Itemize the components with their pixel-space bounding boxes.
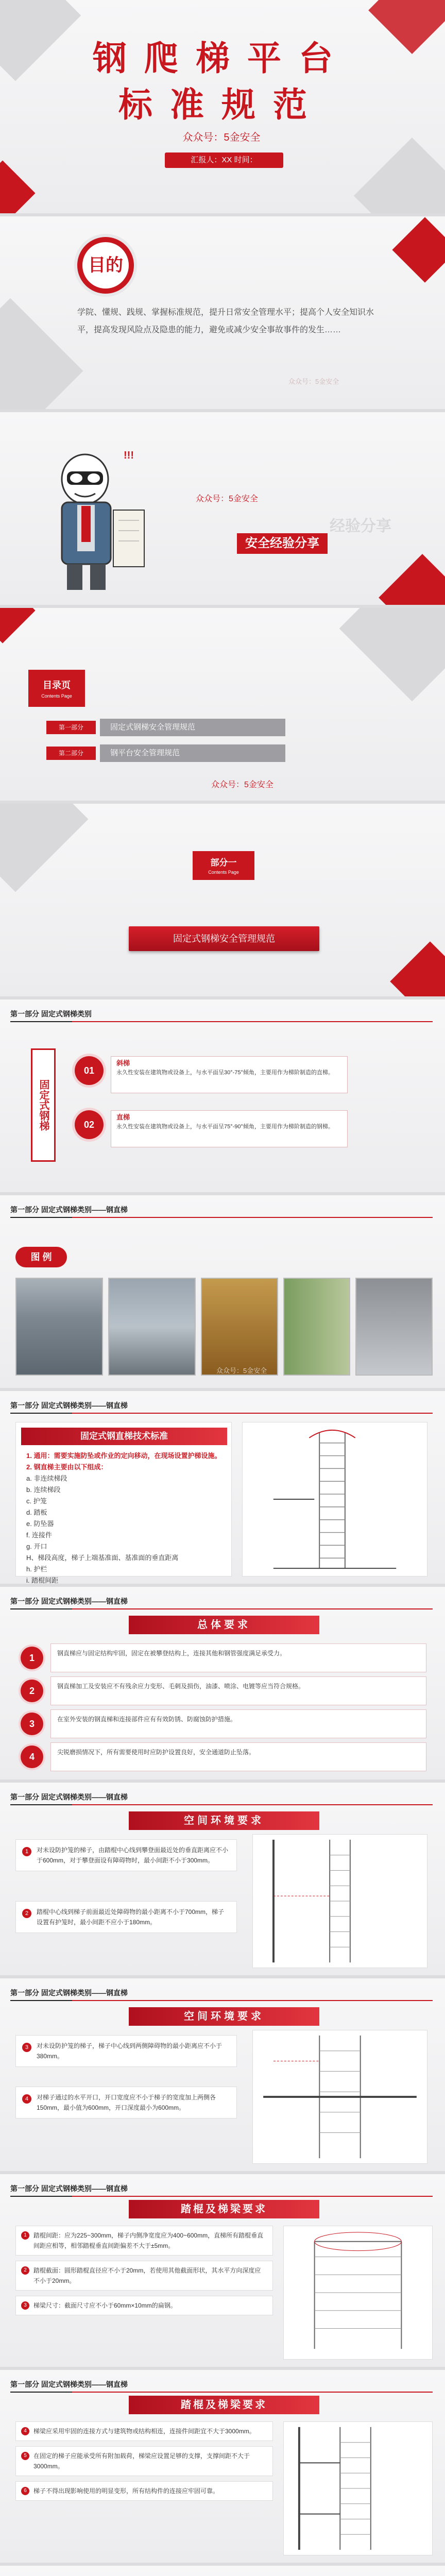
header-rule xyxy=(10,1804,433,1805)
tech-item: f. 连接件 xyxy=(26,1531,52,1539)
header-rule xyxy=(10,1608,433,1609)
card-number: 3 xyxy=(22,2043,31,2052)
rung-drawing xyxy=(283,2226,433,2360)
tech-item: e. 防坠器 xyxy=(26,1520,54,1528)
contents-title-en: Contents Page xyxy=(41,693,72,699)
tech-item: H、梯段高度，梯子上端基准面、基准面的垂直距离 xyxy=(26,1554,179,1562)
share-slide xyxy=(0,412,445,608)
req-text: 在室外安装的钢直梯和连接部件应有有效防锈、防腐蚀防护措施。 xyxy=(50,1709,426,1738)
class-item-name: 斜梯 xyxy=(116,1059,130,1067)
watermark: 众众号：5金安全 xyxy=(216,1367,267,1375)
rung-block xyxy=(15,2226,273,2256)
req-text: 钢直梯应与固定结构牢固，固定在被攀登结构上，连接其他和钢管强度满足承受力。 xyxy=(50,1643,426,1672)
tech-list xyxy=(26,1450,221,1586)
share-shadow-text: 经验分享 xyxy=(330,518,391,535)
header-rule xyxy=(10,2392,433,2393)
section-title: 空间环境要求 xyxy=(129,1811,319,1830)
decor-shape xyxy=(354,138,445,216)
block-text: 梯梁尺寸：截面尺寸应不小于60mm×10mm的扁钢。 xyxy=(33,2302,177,2309)
cage-req-slide-1 xyxy=(0,2566,445,2576)
decor-shape xyxy=(379,554,445,608)
rung-block xyxy=(15,2296,273,2315)
rung-block xyxy=(15,2421,273,2441)
block-number: 5 xyxy=(21,2452,29,2460)
block-text: 在固定的梯子应能承受所有附加载荷，梯梁应设置足够的支撑，支撑间距不大于3000mm。 xyxy=(33,2452,250,2470)
slide-header: 第一部分 固定式钢梯类别——钢直梯 xyxy=(10,1401,128,1410)
watermark: 众众号：5金安全 xyxy=(288,378,339,385)
decor-shape xyxy=(0,0,81,81)
decor-shape xyxy=(0,160,36,216)
req-number: 3 xyxy=(21,1713,43,1735)
example-photo xyxy=(201,1278,278,1376)
rung-block xyxy=(15,2481,273,2501)
decor-shape xyxy=(392,217,445,282)
tech-panel xyxy=(15,1422,232,1584)
tech-item: h. 护栏 xyxy=(26,1565,47,1573)
contents-title: 目录页 xyxy=(43,680,71,690)
decor-shape xyxy=(368,0,445,54)
rung-text-group xyxy=(15,2421,273,2506)
tech-item: 1. 通用：需要实施防坠或作业的定向移动，在现场设置护梯设施。 xyxy=(26,1452,221,1460)
req-row xyxy=(21,1742,427,1771)
section-part-en: Contents Page xyxy=(208,870,239,875)
example-photo xyxy=(355,1278,433,1376)
req-row xyxy=(21,1643,427,1672)
card-text: 对未设防护笼的梯子，由踏棍中心线到攀登面最近处的垂直距离应不小于600mm，对于攀登面设有障碍物时，最小间距不小于300mm。 xyxy=(37,1846,229,1864)
cartoon-figure xyxy=(36,448,155,598)
decor-shape xyxy=(390,941,445,999)
class-item-desc: 永久性安装在建筑物或设备上，与水平面呈75°-90°倾角，主要用作为梯阶制造的钢梯。 xyxy=(116,1124,334,1130)
class-item-number: 02 xyxy=(75,1110,104,1139)
header-rule xyxy=(10,1413,433,1414)
space-req-slide-2 xyxy=(0,1978,445,2174)
class-item-body xyxy=(111,1056,348,1093)
card-text: 踏棍中心线到梯子前面最近处障碍物的最小距离不小于700mm，梯子设置有护笼时，最小间距不应小于180mm。 xyxy=(37,1908,225,1926)
block-number: 2 xyxy=(21,2266,29,2275)
tech-item: d. 踏板 xyxy=(26,1509,47,1516)
rung-block xyxy=(15,2446,273,2476)
example-photo xyxy=(108,1278,196,1376)
space-card xyxy=(15,1839,237,1871)
tech-item: a. 非连续梯段 xyxy=(26,1475,67,1482)
req-row xyxy=(21,1709,427,1738)
ladder-drawing xyxy=(242,1422,427,1577)
decor-shape xyxy=(339,608,445,701)
examples-label: 图 例 xyxy=(15,1247,67,1267)
rung-req-slide-2 xyxy=(0,2370,445,2566)
example-photo xyxy=(15,1278,103,1376)
cover-subtitle: 众众号：5金安全 xyxy=(182,132,261,143)
rung-drawing xyxy=(283,2421,433,2555)
block-text: 踏棍截面：圆形踏棍直径应不小于20mm，若使用其他截面形状，其水平方向深度应不小于20mm。 xyxy=(33,2267,261,2284)
block-number: 4 xyxy=(21,2427,29,2435)
decor-shape xyxy=(0,804,88,892)
cover-title-line1: 钢爬梯平台 xyxy=(93,38,350,78)
decor-shape xyxy=(0,608,36,643)
contents-slide xyxy=(0,608,445,804)
space-card xyxy=(15,2087,237,2119)
class-item-number: 01 xyxy=(75,1056,104,1085)
header-rule xyxy=(10,2196,433,2197)
space-drawing xyxy=(252,2030,427,2164)
card-text: 对梯子通过的水平开口，开口宽度应不小于梯子的宽度加上两侧各150mm，最小值为600mm，开口深度最小为600mm。 xyxy=(37,2094,216,2111)
rung-text-group xyxy=(15,2226,273,2320)
cover-slide xyxy=(0,0,445,216)
vertical-label: 固定式钢梯 xyxy=(31,1048,56,1162)
section-title-bar: 固定式钢梯安全管理规范 xyxy=(129,926,319,951)
req-number: 4 xyxy=(21,1745,43,1768)
block-text: 梯子不得出现影响使用的明显变形，所有结构件的连接应牢固可靠。 xyxy=(33,2487,219,2495)
req-row xyxy=(21,1676,427,1705)
tech-item: c. 护笼 xyxy=(26,1497,47,1505)
contents-tag: 众众号：5金安全 xyxy=(211,781,273,789)
class-item-name: 直梯 xyxy=(116,1113,130,1121)
slide-header: 第一部分 固定式钢梯类别 xyxy=(10,1010,92,1018)
space-card xyxy=(15,2035,237,2067)
header-rule xyxy=(10,2000,433,2001)
reporter-badge: 汇报人：XX 时间： xyxy=(165,152,283,168)
examples-slide xyxy=(0,1195,445,1391)
tech-title: 固定式钢直梯技术标准 xyxy=(21,1428,227,1445)
card-number: 4 xyxy=(22,2094,31,2104)
card-number: 1 xyxy=(22,1847,31,1856)
rung-block xyxy=(15,2261,273,2291)
section-part-box xyxy=(193,851,254,880)
purpose-circle: 目的 xyxy=(77,237,134,294)
cover-title-line2: 标准规范 xyxy=(118,84,324,125)
contents-box xyxy=(28,670,85,707)
slide-header: 第一部分 固定式钢梯类别——钢直梯 xyxy=(10,1206,128,1214)
purpose-text: 学院、懂规、践规、掌握标准规范，提升日常安全管理水平；提高个人安全知识水平，提高发现风险点及隐患的能力，避免或减少安全事故事件的发生…… xyxy=(77,308,374,334)
header-rule xyxy=(10,1021,433,1022)
class-item-body xyxy=(111,1110,348,1147)
svg-text:!!!: !!! xyxy=(124,450,134,461)
req-number: 1 xyxy=(21,1647,43,1669)
block-number: 3 xyxy=(21,2301,29,2310)
space-req-slide-1 xyxy=(0,1783,445,1978)
contents-part-label: 第二部分 xyxy=(46,747,96,760)
tech-standards-slide xyxy=(0,1391,445,1587)
tech-item: 2. 钢直梯主要由以下组成： xyxy=(26,1463,108,1471)
share-tag: 众众号：5金安全 xyxy=(196,495,258,503)
slide-header: 第一部分 固定式钢梯类别——钢直梯 xyxy=(10,1793,128,1801)
card-number: 2 xyxy=(22,1909,31,1918)
tech-item: i. 踏棍间距 xyxy=(26,1577,59,1584)
contents-part-label: 第一部分 xyxy=(46,721,96,734)
space-card xyxy=(15,1901,237,1933)
req-number: 2 xyxy=(21,1680,43,1702)
req-rows xyxy=(21,1643,427,1775)
tech-item: g. 开口 xyxy=(26,1543,47,1550)
section-title: 总体要求 xyxy=(129,1616,319,1634)
block-number: 1 xyxy=(21,2231,29,2240)
slide-header: 第一部分 固定式钢梯类别——钢直梯 xyxy=(10,2184,128,2193)
card-text: 对未设防护笼的梯子，梯子中心线到两侧障碍物的最小距离应不小于380mm。 xyxy=(37,2042,222,2060)
example-photo xyxy=(283,1278,350,1376)
general-req-slide xyxy=(0,1587,445,1783)
header-rule xyxy=(10,1217,433,1218)
slide-header: 第一部分 固定式钢梯类别——钢直梯 xyxy=(10,1989,128,1997)
section-title: 踏棍及梯梁要求 xyxy=(129,2200,319,2218)
contents-item-text: 钢平台安全管理规范 xyxy=(100,744,285,762)
section-part: 部分一 xyxy=(210,858,237,868)
block-number: 6 xyxy=(21,2487,29,2495)
section-title: 踏棍及梯梁要求 xyxy=(129,2396,319,2414)
decor-shape xyxy=(0,298,83,412)
block-text: 梯梁应采用牢固的连接方式与建筑物或结构相连，连接件间距宜不大于3000mm。 xyxy=(33,2428,255,2435)
space-drawing xyxy=(252,1834,427,1968)
section-slide xyxy=(0,804,445,999)
contents-item-text: 固定式钢梯安全管理规范 xyxy=(100,719,285,736)
req-text: 钢直梯加工及安装应不有残余应力变形、毛刺及损伤，油漆、喷涂、电镀等应当符合规格。 xyxy=(50,1676,426,1705)
section-title: 空间环境要求 xyxy=(129,2007,319,2026)
slide-header: 第一部分 固定式钢梯类别——钢直梯 xyxy=(10,1597,128,1605)
classification-slide xyxy=(0,999,445,1195)
purpose-slide xyxy=(0,216,445,412)
slide-header: 第一部分 固定式钢梯类别——钢直梯 xyxy=(10,2380,128,2388)
tech-item: b. 连续梯段 xyxy=(26,1486,61,1494)
class-item-desc: 永久性安装在建筑物或设备上，与水平面呈30°-75°倾角，主要用作为梯阶制造的直梯。 xyxy=(116,1070,334,1076)
share-label: 安全经验分享 xyxy=(237,533,328,554)
req-text: 尖锐磨损情况下，所有需要使用时应防护设置良好，安全通道防止坠落。 xyxy=(50,1742,426,1771)
rung-req-slide-1 xyxy=(0,2174,445,2370)
block-text: 踏棍间距：应为225~300mm，梯子内侧净宽度应为400~600mm，直梯所有踏棍垂直间距应相等，相邻踏棍垂直间距偏差不大于±5mm。 xyxy=(33,2232,264,2249)
